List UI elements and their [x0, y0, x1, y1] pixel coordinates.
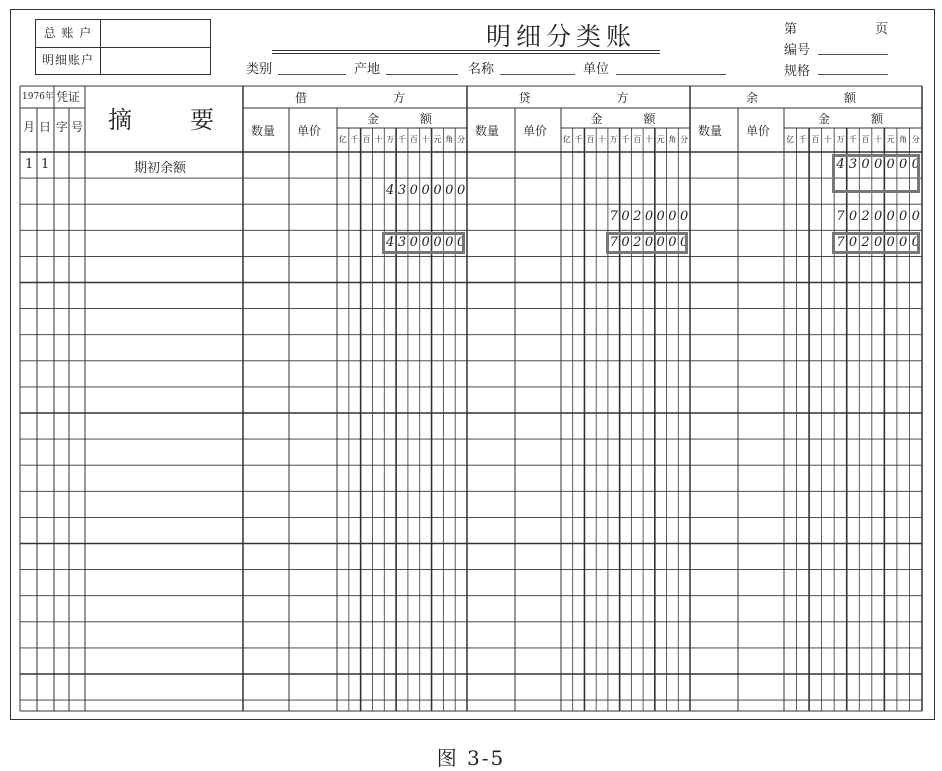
credit-amount-digit: 0 — [644, 209, 654, 225]
debit-header-b: 方 — [393, 91, 406, 105]
balance-amount-digit: 0 — [848, 235, 858, 251]
credit-amount-digit: 7 — [609, 235, 618, 251]
credit-digit-unit: 亿 — [562, 135, 571, 144]
debit-amount-digit: 4 — [386, 235, 395, 251]
balance-amount-digit: 4 — [836, 157, 845, 172]
page-suffix: 页 — [875, 22, 889, 37]
balance-amount-digit: 0 — [899, 157, 908, 172]
balance-amount-digit: 0 — [886, 235, 895, 251]
debit-amount-digit: 0 — [456, 183, 466, 199]
debit-digit-unit: 十 — [421, 135, 430, 144]
balance-digit-unit: 万 — [836, 135, 845, 144]
balance-digit-unit: 千 — [798, 135, 807, 144]
balance-digit-unit: 千 — [849, 135, 857, 144]
credit-digit-unit: 百 — [586, 135, 595, 144]
balance-amount-digit: 0 — [873, 235, 883, 251]
balance-digit-unit: 百 — [861, 135, 870, 144]
figure-caption: 图 3-5 — [436, 746, 506, 770]
credit-price-header: 单价 — [523, 124, 548, 138]
name-label: 名称 — [468, 62, 495, 77]
balance-header-a: 余 — [746, 91, 759, 105]
debit-price-header: 单价 — [297, 124, 322, 138]
credit-digit-unit: 百 — [633, 135, 642, 144]
debit-digit-unit: 千 — [350, 135, 359, 144]
balance-quantity-header: 数量 — [698, 124, 723, 138]
entry-month: 1 — [25, 157, 34, 172]
balance-amount-digit: 0 — [911, 235, 920, 251]
credit-digit-unit: 万 — [609, 135, 618, 144]
balance-amount-digit: 0 — [848, 209, 858, 225]
summary-header-a: 摘 — [108, 106, 132, 134]
debit-amount-highlight — [382, 232, 465, 254]
category-label: 类别 — [246, 62, 273, 77]
debit-amount-digit: 0 — [421, 235, 430, 251]
credit-digit-unit: 千 — [621, 135, 630, 144]
credit-header-b: 方 — [616, 91, 629, 105]
balance-amount-header-a: 金 — [818, 112, 831, 126]
summary-header-b: 要 — [190, 106, 214, 134]
credit-amount-header-a: 金 — [590, 112, 603, 126]
debit-digit-unit: 亿 — [338, 135, 347, 144]
balance-amount-digit: 0 — [911, 209, 920, 225]
page-label: 第 — [784, 22, 798, 37]
debit-digit-unit: 万 — [386, 135, 395, 144]
balance-amount-digit: 7 — [836, 209, 845, 225]
credit-amount-digit: 2 — [633, 235, 642, 251]
spec-label: 规格 — [784, 64, 811, 79]
balance-amount-digit: 2 — [861, 235, 870, 251]
voucher-no-header: 号 — [71, 120, 84, 134]
balance-digit-unit: 元 — [886, 135, 895, 144]
unit-label: 单位 — [583, 62, 610, 77]
entry-day: 1 — [41, 157, 50, 172]
code-label: 编号 — [784, 43, 811, 58]
debit-amount-digit: 3 — [397, 183, 407, 199]
debit-amount-digit: 4 — [386, 183, 395, 199]
credit-amount-digit: 7 — [609, 209, 618, 225]
balance-amount-digit: 0 — [886, 157, 895, 172]
debit-amount-digit: 0 — [456, 235, 466, 251]
balance-amount-digit: 2 — [861, 209, 870, 225]
debit-amount-digit: 0 — [421, 183, 430, 199]
balance-amount-digit: 0 — [886, 209, 895, 225]
credit-amount-highlight — [606, 232, 688, 254]
credit-amount-digit: 0 — [679, 235, 689, 251]
credit-amount-header-b: 额 — [643, 112, 656, 126]
debit-amount-digit: 0 — [433, 235, 442, 251]
voucher-header: 凭证 — [56, 90, 81, 104]
credit-amount-digit: 0 — [679, 209, 689, 225]
balance-digit-unit: 亿 — [786, 135, 795, 144]
balance-amount-highlight — [832, 232, 920, 254]
credit-digit-unit: 元 — [656, 135, 665, 144]
credit-amount-digit: 0 — [668, 209, 677, 225]
debit-digit-unit: 角 — [445, 135, 454, 144]
balance-price-header: 单价 — [746, 124, 771, 138]
voucher-type-header: 字 — [56, 120, 69, 134]
debit-amount-digit: 0 — [409, 183, 418, 199]
balance-amount-digit: 3 — [848, 157, 858, 172]
credit-digit-unit: 分 — [680, 135, 689, 144]
general-account-label: 总 账 户 — [36, 20, 101, 47]
balance-amount-digit: 7 — [836, 235, 845, 251]
balance-digit-unit: 十 — [874, 135, 883, 144]
balance-amount-header-b: 额 — [871, 112, 884, 126]
debit-amount-header-b: 额 — [420, 112, 433, 126]
ledger-title: 明细分类账 — [486, 22, 637, 51]
credit-digit-unit: 十 — [644, 135, 653, 144]
credit-amount-digit: 0 — [644, 235, 654, 251]
balance-amount-digit: 0 — [861, 157, 870, 172]
debit-quantity-header: 数量 — [251, 124, 276, 138]
debit-amount-header-a: 金 — [367, 112, 380, 126]
balance-header-b: 额 — [844, 91, 857, 105]
balance-digit-unit: 角 — [899, 135, 908, 144]
origin-label: 产地 — [354, 62, 381, 77]
credit-digit-unit: 角 — [668, 135, 677, 144]
balance-amount-digit: 0 — [873, 209, 883, 225]
debit-amount-digit: 0 — [433, 183, 442, 199]
month-header: 月 — [23, 120, 36, 134]
balance-digit-unit: 百 — [811, 135, 820, 144]
credit-amount-digit: 2 — [633, 209, 642, 225]
debit-header-a: 借 — [295, 91, 308, 105]
debit-amount-digit: 0 — [409, 235, 418, 251]
debit-digit-unit: 元 — [433, 135, 442, 144]
credit-amount-digit: 0 — [656, 235, 665, 251]
balance-amount-digit: 0 — [911, 157, 920, 172]
debit-digit-unit: 百 — [362, 135, 371, 144]
credit-amount-digit: 0 — [668, 235, 677, 251]
credit-amount-digit: 0 — [621, 235, 630, 251]
credit-header-a: 贷 — [518, 91, 531, 105]
debit-digit-unit: 百 — [409, 135, 418, 144]
debit-digit-unit: 分 — [457, 135, 466, 144]
debit-amount-digit: 0 — [445, 183, 454, 199]
debit-digit-unit: 千 — [398, 135, 406, 144]
balance-amount-digit: 0 — [899, 235, 908, 251]
credit-quantity-header: 数量 — [475, 124, 500, 138]
balance-digit-unit: 分 — [911, 135, 920, 144]
credit-amount-digit: 0 — [621, 209, 630, 225]
balance-digit-unit: 十 — [823, 135, 832, 144]
credit-digit-unit: 千 — [574, 135, 583, 144]
year-header: 1976年 — [22, 92, 54, 102]
debit-amount-digit: 0 — [445, 235, 454, 251]
debit-digit-unit: 十 — [374, 135, 383, 144]
credit-amount-digit: 0 — [656, 209, 665, 225]
credit-digit-unit: 十 — [598, 135, 607, 144]
balance-amount-digit: 0 — [873, 157, 883, 172]
balance-amount-digit: 0 — [899, 209, 908, 225]
detail-account-label: 明细账户 — [36, 47, 101, 74]
debit-amount-digit: 3 — [397, 235, 407, 251]
balance-amount-highlight — [832, 154, 920, 193]
day-header: 日 — [39, 120, 52, 134]
entry-summary: 期初余额 — [134, 161, 187, 176]
